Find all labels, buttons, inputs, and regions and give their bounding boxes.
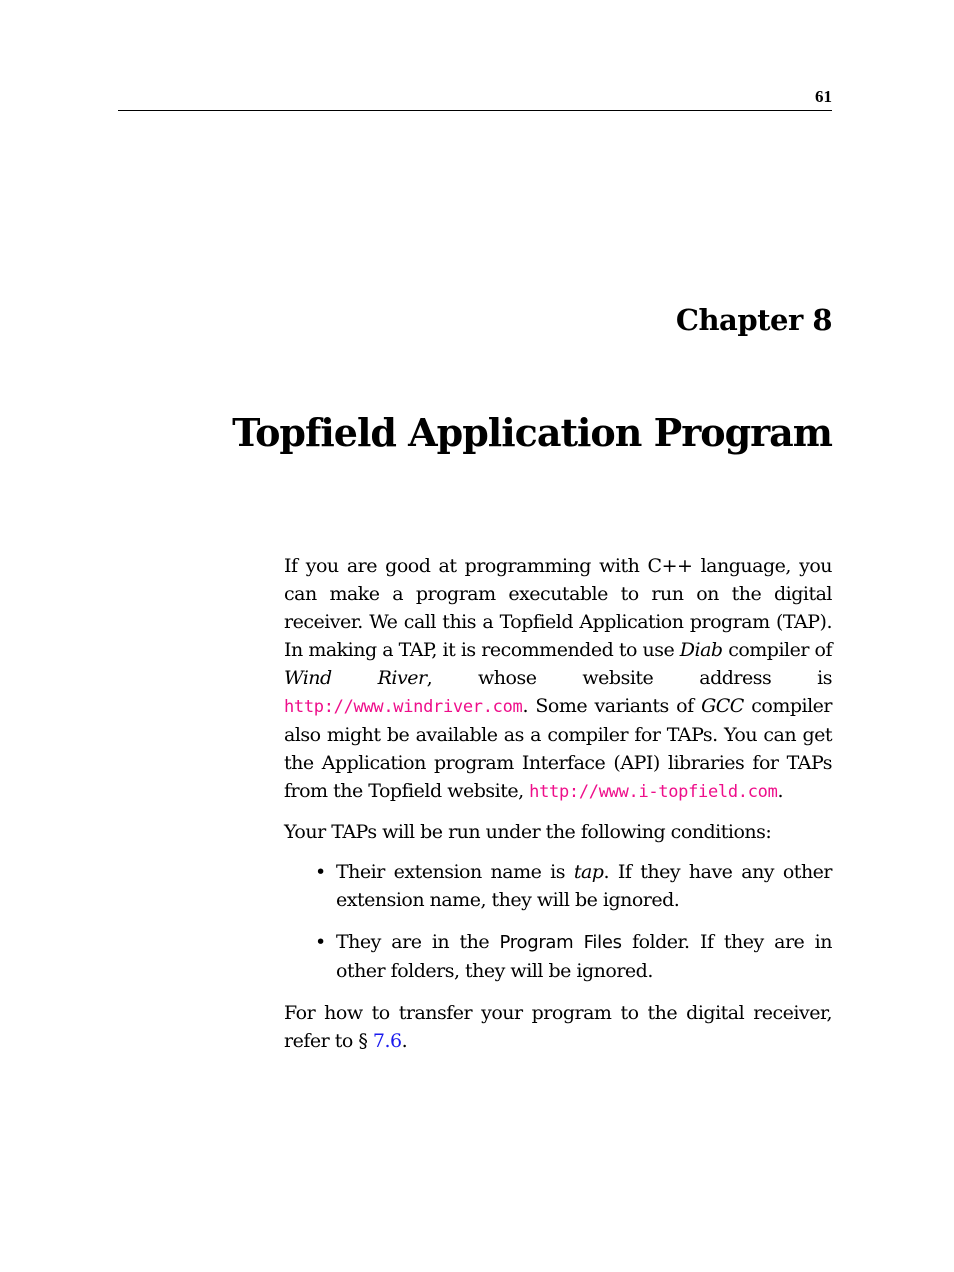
page-number: 61 — [815, 87, 832, 106]
conditions-intro: Your TAPs will be run under the following conditions: — [284, 821, 772, 843]
intro-text-5: compiler also might be available as a compiler for TAPs. You can get the Application program Interface (API) libraries for TAPs from the Topfield website, — [284, 695, 832, 802]
windriver-link[interactable]: http://www.windriver.com — [284, 697, 523, 717]
chapter-title: Topfield Application Program — [232, 410, 832, 455]
running-header — [118, 86, 832, 111]
topfield-link[interactable]: http://www.i-topfield.com — [529, 782, 778, 802]
gcc-term: GCC — [701, 695, 744, 717]
bullet-icon: • — [315, 861, 326, 883]
intro-text-6: . — [777, 780, 784, 802]
intro-text-1: If you are good at programming with C++ language, you can make a program executable to run on the digital receiver. We call this a Topfield Application program (TAP). In making a TAP, it is recommended to use — [284, 555, 832, 661]
transfer-paragraph: For how to transfer your program to the digital receiver, refer to § 7.6. — [284, 1002, 832, 1052]
list-item: • Their extension name is tap. If they have any other extension name, they will be ignored. — [336, 858, 832, 914]
wind-river-term: Wind River — [284, 667, 427, 689]
intro-paragraph — [284, 552, 832, 806]
intro-text-4: . Some variants of — [522, 695, 702, 717]
list-item: • They are in the Program Files folder. If they are in other folders, they will be ignored. — [336, 928, 832, 985]
intro-text-3: , whose website address is — [426, 667, 832, 689]
conditions-list — [284, 858, 832, 985]
tap-extension: tap — [573, 861, 604, 883]
diab-term: Diab — [679, 639, 723, 661]
bullet-icon: • — [315, 931, 326, 953]
chapter-label: Chapter 8 — [675, 303, 832, 337]
section-reference-link[interactable]: 7.6 — [372, 1030, 402, 1052]
intro-text-2: compiler of — [722, 639, 832, 661]
chapter-body — [284, 552, 832, 1067]
program-files-folder: Program Files — [499, 932, 622, 953]
